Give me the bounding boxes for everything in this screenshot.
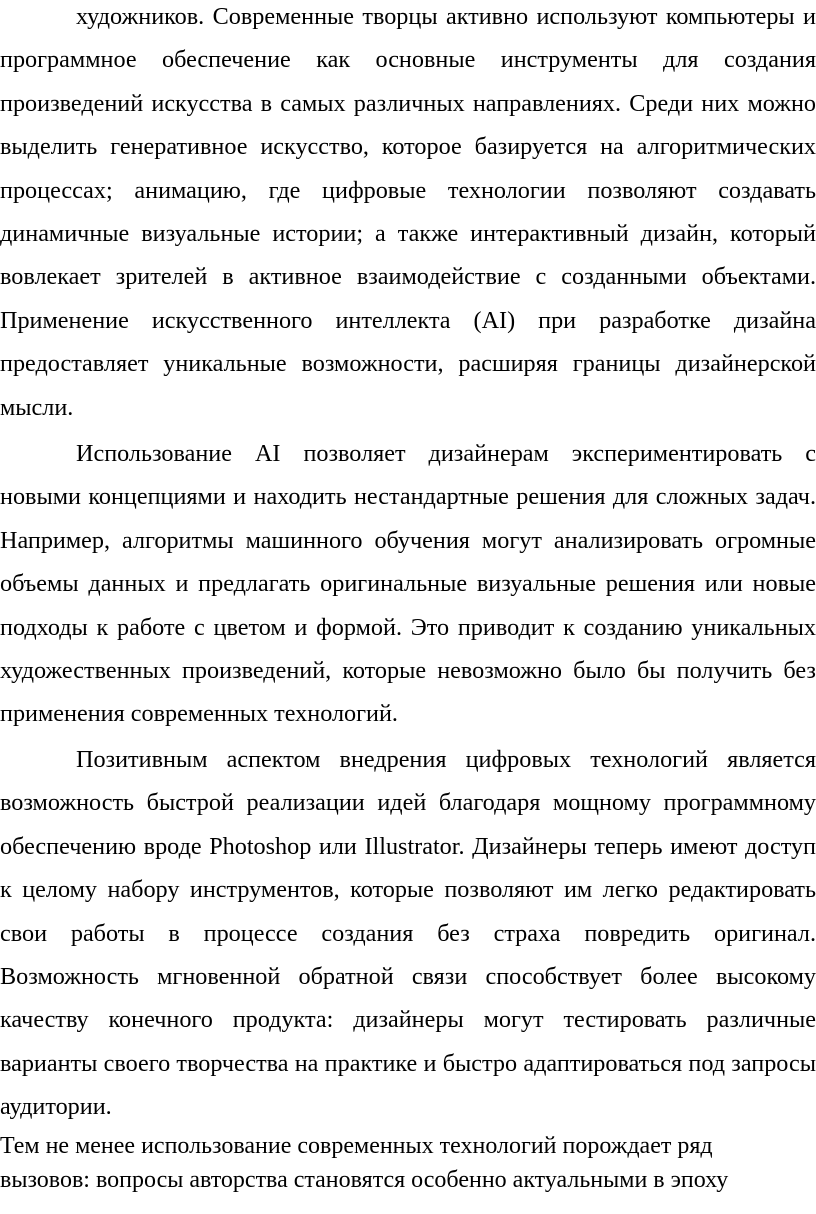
paragraph-1: художников. Современные творцы активно используют компьютеры и программное обеспечение как основные инструменты для создания произведений искусства в самых различных направлениях. Среди них можно выделить генеративное искусство, которое базируется на алгоритмических процессах; анимацию, где цифровые технологии позволяют создавать динамичные визуальные истории; а также интерактивный дизайн, который вовлекает зрителей в активное взаимодействие с созданными объектами. Применение искусственного интеллекта (AI) при разработке дизайна предоставляет уникальные возможности, расширяя границы дизайнерской мысли. <box>0 3 816 421</box>
paragraph-4: Тем не менее использование современных технологий порождает ряд вызовов: вопросы авторства становятся особенно актуальными в эпоху <box>0 1133 729 1193</box>
paragraph-2: Использование AI позволяет дизайнерам экспериментировать с новыми концепциями и находить нестандартные решения для сложных задач. Например, алгоритмы машинного обучения могут анализировать огромные объемы данных и предлагать оригинальные визуальные решения или новые подходы к работе с цветом и формой. Это приводит к созданию уникальных художественных произведений, которые невозможно было бы получить без применения современных технологий. <box>0 440 816 728</box>
paragraph-3: Позитивным аспектом внедрения цифровых технологий является возможность быстрой реализации идей благодаря мощному программному обеспечению вроде Photoshop или Illustrator. Дизайнеры теперь имеют доступ к целому набору инструментов, которые позволяют им легко редактировать свои работы в процессе создания без страха повредить оригинал. Возможность мгновенной обратной связи способствует более высокому качеству конечного продукта: дизайнеры могут тестировать различные варианты своего творчества на практике и быстро адаптироваться под запросы аудитории. <box>0 746 816 1121</box>
